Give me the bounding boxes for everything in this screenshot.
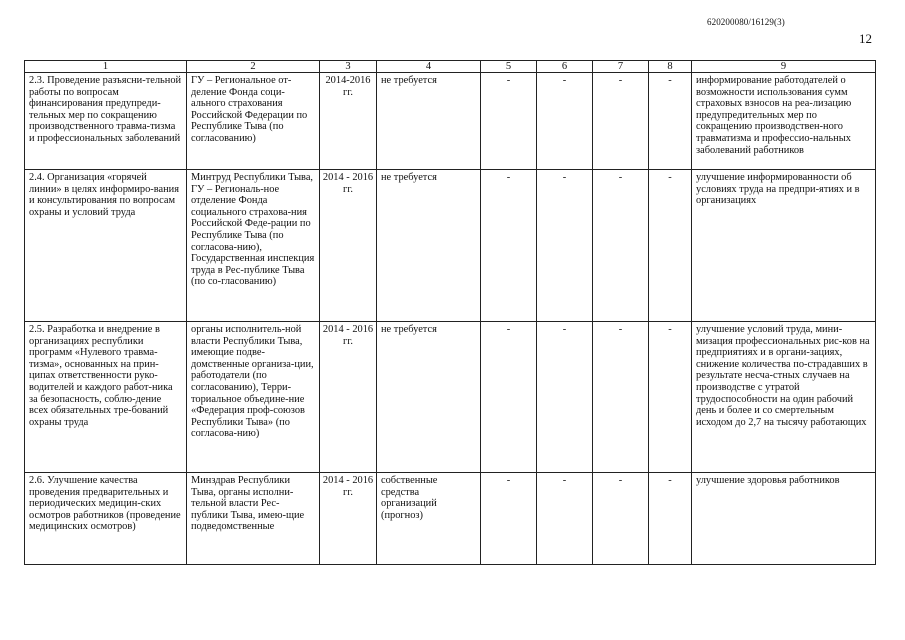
value-cell: - [481,473,537,565]
value-cell: - [481,73,537,170]
column-header: 5 [481,61,537,73]
funding-cell: не требуется [377,170,481,322]
value-cell: - [649,473,692,565]
period-cell: 2014-2016 гг. [320,73,377,170]
measures-table [24,60,876,565]
executor-cell: Минздрав Республики Тыва, органы исполни-тельной власти Рес-публики Тыва, имею-щие подведомственные [187,473,320,565]
result-cell: улучшение условий труда, мини-мизация профессиональных рис-ков на предприятиях и в органи-зациях, снижение количества по-страдавших в результате несча-стных случаев на производстве с утратой трудоспособности на один рабочий день и более и со смертельным исходом до 2,7 на тысячу работающих [692,322,876,473]
table-row [25,73,876,170]
value-cell: - [481,170,537,322]
funding-cell: не требуется [377,322,481,473]
value-cell: - [593,473,649,565]
measure-cell: 2.5. Разработка и внедрение в организациях республики программ «Нулевого травма-тизма», основанных на прин-ципах ответственности руко-водителей и каждого работ-ника за безопасность, соблю-дение всех обязательных тре-бований охраны труда [25,322,187,473]
value-cell: - [593,322,649,473]
measure-cell: 2.6. Улучшение качества проведения предварительных и периодических медицин-ских осмотров работников (проведение медицинских осмотров) [25,473,187,565]
result-cell: информирование работодателей о возможности использования сумм страховых взносов на реа-лизацию предупредительных мер по сокращению производствен-ного травматизма и профессио-нальных заболеваний работников [692,73,876,170]
value-cell: - [593,73,649,170]
value-cell: - [649,170,692,322]
value-cell: - [649,322,692,473]
executor-cell: ГУ – Региональное от-деление Фонда соци-ального страхования Российской Федерации по Республике Тыва (по согласованию) [187,73,320,170]
period-cell: 2014 - 2016 гг. [320,170,377,322]
funding-cell: собственные средства организаций (прогноз) [377,473,481,565]
column-header: 3 [320,61,377,73]
page-number: 12 [859,31,872,46]
column-header: 8 [649,61,692,73]
executor-cell: органы исполнитель-ной власти Республики Тыва, имеющие подве-домственные организа-ции, работодатели (по согласованию), Терри-ториальное объедине-ние «Федерация проф-союзов Республики Тыва» (по согласова-нию) [187,322,320,473]
measure-cell: 2.4. Организация «горячей линии» в целях информиро-вания и консультирования по вопросам охраны и условий труда [25,170,187,322]
value-cell: - [537,322,593,473]
column-header: 9 [692,61,876,73]
column-header: 7 [593,61,649,73]
result-cell: улучшение здоровья работников [692,473,876,565]
table-row [25,170,876,322]
table-row [25,473,876,565]
value-cell: - [649,73,692,170]
document-number: 620200080/16129(3) [707,17,785,27]
value-cell: - [537,170,593,322]
table-header-row [25,61,876,73]
value-cell: - [593,170,649,322]
measure-cell: 2.3. Проведение разъясни-тельной работы по вопросам финансирования предупреди-тельных мер по сокращению производственного травма-тизма и профессиональных заболеваний [25,73,187,170]
funding-cell: не требуется [377,73,481,170]
executor-cell: Минтруд Республики Тыва, ГУ – Региональ-ное отделение Фонда социального страхова-ния Российской Феде-рации по Республике Тыва (по согласова-нию), Государственная инспекция труда в Рес-публике Тыва (по со-гласованию) [187,170,320,322]
value-cell: - [481,322,537,473]
value-cell: - [537,473,593,565]
period-cell: 2014 - 2016 гг. [320,473,377,565]
column-header: 2 [187,61,320,73]
result-cell: улучшение информированности об условиях труда на предпри-ятиях и в организациях [692,170,876,322]
table-row [25,322,876,473]
column-header: 6 [537,61,593,73]
value-cell: - [537,73,593,170]
column-header: 4 [377,61,481,73]
column-header: 1 [25,61,187,73]
period-cell: 2014 - 2016 гг. [320,322,377,473]
